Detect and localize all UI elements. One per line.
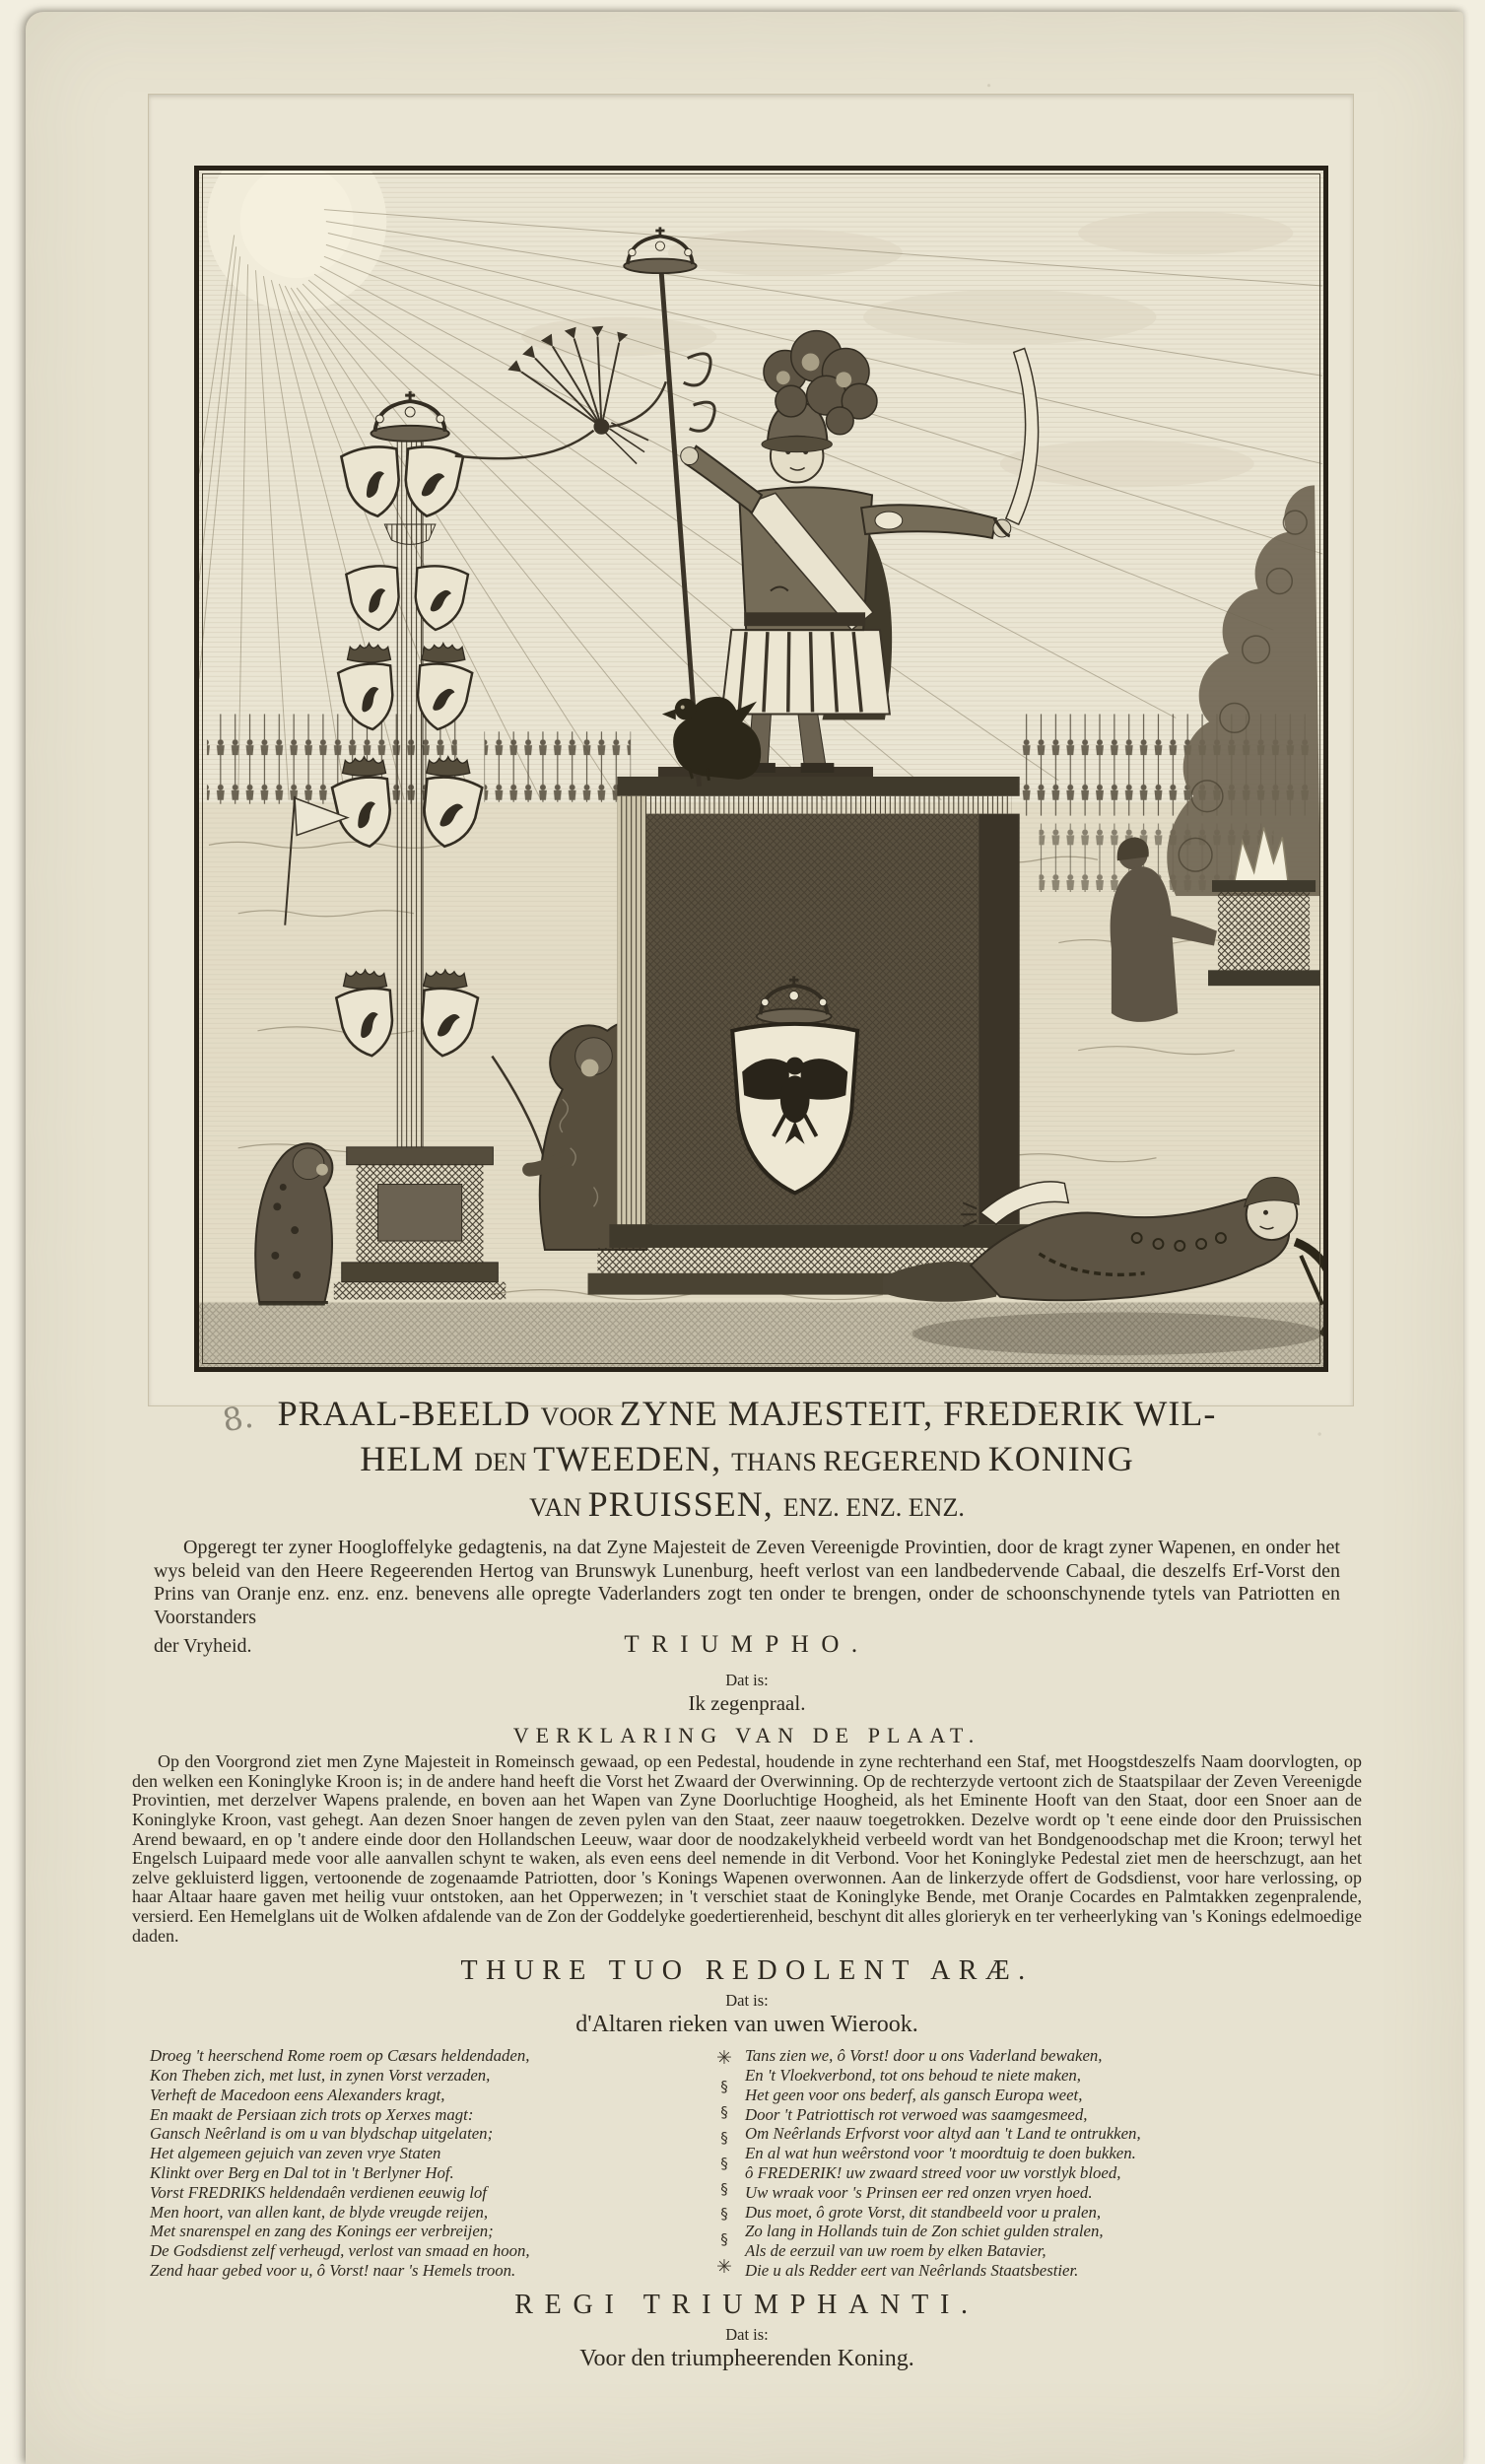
verklaring-paragraph: Op den Voorgrond ziet men Zyne Majesteit in Romeinsch gewaad, op een Pedestal, houdende in zyne rechterhand een Staf, met Hoogstdeszelfs Naam doorvlogten, op den welken een Koninglyke Kroon is; in de andere hand heeft die Vorst het Zwaard der Overwinning. Op de rechterzyde vertoont zich de Staatspilaar der Zeven Vereenigde Provintien, met derzelver Wapens pralende, en boven aan het Wapen van Zyne Doorluchtige Hoogheid, als het Eminente Hooft van den Staat, door een Snoer aan de Koninglyke Kroon, vast gehegt. Aan dezen Snoer hangen de zeven pylen van den Staat, zeer naauw toegetrokken. Dezelve wordt op 't eene einde door den Pruissischen Arend bewaard, en op 't andere einde door den Hollandschen Leeuw, waar door de noodzakelykheid verbeeld wordt van het Bondgenoodschap met die Kroon; terwyl het Engelsch Luipaard mede voor alle aanvallen schynt te waken, als even eens deel nemende in dit Verbond. Voor het Koninglyke Pedestal ziet men de heerschzugt, aan het zelve gekluisterd liggen, vertoonende de zogenaamde Patriotten, door 's Konings Wapenen overwonnen. Aan de linkerzyde offert de Godsdienst, voor hare verlossing, op haar Altaar haare gaven met heilig vuur ontstoken, aan het Opperwezen; in 't verschiet staat de Koninglyke Bende, met Oranje Cocardes en Palmtakken zegenpralende, versierd. Een Hemelglans uit de Wolken afdalende van de Zon der Goddelyke goedertierenheid, beschynt dit alles glorieryk en ter verheerlyking van 's Konings edelmoedige daden.	[132, 1751, 1362, 1946]
ornament-link-icon: §	[720, 2154, 728, 2172]
dat-is-label: Dat is:	[725, 1991, 769, 2011]
ornament-link-icon: §	[720, 2205, 728, 2224]
pencil-number: 8.	[219, 1397, 256, 1440]
letterpress-text	[128, 1391, 1366, 2372]
verse-line: Als de eerzuil van uw roem by elken Batavier,	[745, 2241, 1046, 2261]
verse-line: Verheft de Macedoon eens Alexanders kragt,	[150, 2085, 445, 2104]
title-line-1: PRAAL-BEELD VOOR ZYNE MAJESTEIT, FREDERIK WIL-	[277, 1394, 1217, 1433]
engraving-frame	[194, 166, 1328, 1372]
verse-line: De Godsdienst zelf verheugd, verlost van smaad en hoon,	[150, 2241, 530, 2261]
verse-column-right	[745, 2046, 1366, 2281]
verse-line: Het geen voor ons bederf, als gansch Europa weet,	[745, 2085, 1083, 2104]
latin-motto-triumpho: TRIUMPHO.	[624, 1631, 870, 1659]
verse-line: Droeg 't heerschend Rome roem op Cæsars heldendaden,	[150, 2046, 530, 2066]
dat-is-label: Dat is:	[725, 1671, 769, 1690]
altar	[1218, 886, 1310, 972]
verse-line: Om Neêrlands Erfvorst voor altyd aan 't Land te ontrukken,	[745, 2124, 1141, 2144]
verse-line: Dus moet, ô grote Vorst, dit standbeeld voor u pralen,	[745, 2202, 1102, 2222]
verse-column-left	[128, 2046, 704, 2281]
verse-line: Uw wraak voor 's Prinsen eer red onzen vryen hoed.	[745, 2182, 1093, 2202]
verse-line: ô FREDERIK! uw zwaard streed voor uw vorstlyk bloed,	[745, 2162, 1121, 2182]
ornament-star-icon: ✳	[716, 2256, 732, 2279]
dedication-paragraph: Opgeregt ter zyner Hoogloffelyke gedagtenis, na dat Zyne Majesteit de Zeven Vereenigde Provintien, door de kragt zyner Wapenen, en onder het wys beleid van den Heere Regeerenden Hertog van Brunswyk Lunenburg, heeft verlost van een landbedervende Cabaal, die deszelfs Erf-Vorst den Prins van Oranje enz. enz. enz. benevens alle opregte Vaderlanders zogt ten onder te brengen, onder de schoonschynende tytels van Patriotten en Voorstanders	[154, 1537, 1340, 1628]
ornament-star-icon: ✳	[716, 2047, 732, 2070]
verse-line: Tans zien we, ô Vorst! door u ons Vaderland bewaken,	[745, 2046, 1103, 2066]
verse-line: Door 't Patriottisch rot verwoed was saamgesmeed,	[745, 2104, 1088, 2124]
verklaring-heading: VERKLARING VAN DE PLAAT.	[512, 1723, 981, 1748]
verse-line: En al wat hun weêrstond voor 't moordtuig te doen bukken.	[745, 2144, 1136, 2163]
ornament-link-icon: §	[720, 2179, 728, 2198]
triumpho-translation: Ik zegenpraal.	[688, 1691, 806, 1716]
latin-motto-thure: THURE TUO REDOLENT ARÆ.	[460, 1955, 1034, 1987]
ornament-link-icon: §	[720, 2129, 728, 2147]
thure-translation: d'Altaren rieken van uwen Wierook.	[575, 2012, 918, 2038]
ornament-link-icon: §	[720, 2230, 728, 2249]
verse-divider-ornament	[704, 2046, 745, 2281]
title-line-2: HELM DEN TWEEDEN, THANS REGEREND KONING	[360, 1439, 1134, 1479]
verse-line: Zend haar gebed voor u, ô Vorst! naar 's Hemels troon.	[150, 2260, 516, 2280]
dat-is-label: Dat is:	[725, 2324, 769, 2344]
latin-motto-regi: REGI TRIUMPHANTI.	[514, 2289, 979, 2320]
engraving-illustration	[199, 171, 1323, 1367]
verse-line: Men hoort, van allen kant, de blyde vreugde reijen,	[150, 2202, 489, 2222]
ornament-link-icon: §	[720, 2078, 728, 2096]
verse-line: Kon Theben zich, met lust, in zynen Vorst verzaden,	[150, 2065, 491, 2085]
ornament-link-icon: §	[720, 2103, 728, 2122]
verse-line: En 't Vloekverbond, tot ons behoud te niete maken,	[745, 2065, 1081, 2085]
dedication-tail: der Vryheid.	[154, 1635, 252, 1658]
verse-line: Zo lang in Hollands tuin de Zon schiet gulden stralen,	[745, 2222, 1104, 2241]
verse-line: Het algemeen gejuich van zeven vrye Staten	[150, 2144, 441, 2163]
verse-columns	[128, 2046, 1366, 2281]
verse-line: Die u als Redder eert van Neêrlands Staatsbestier.	[745, 2260, 1079, 2280]
triumpho-row	[154, 1631, 1340, 1667]
title-line-3: VAN PRUISSEN, ENZ. ENZ. ENZ.	[529, 1484, 965, 1525]
verse-line: Gansch Neêrland is om u van blydschap uitgelaten;	[150, 2124, 494, 2144]
title-part: PRAAL-BEELD	[277, 1394, 541, 1433]
verse-line: Met snarenspel en zang des Konings eer verbreijen;	[150, 2222, 494, 2241]
verse-line: Vorst FREDRIKS heldendaên verdienen eeuwig lof	[150, 2182, 487, 2202]
regi-translation: Voor den triumpheerenden Koning.	[579, 2345, 914, 2371]
verse-line: En maakt de Persiaan zich trots op Xerxes magt:	[150, 2104, 474, 2124]
verse-line: Klinkt over Berg en Dal tot in 't Berlyner Hof.	[150, 2162, 454, 2182]
paper-sheet	[26, 12, 1463, 2464]
